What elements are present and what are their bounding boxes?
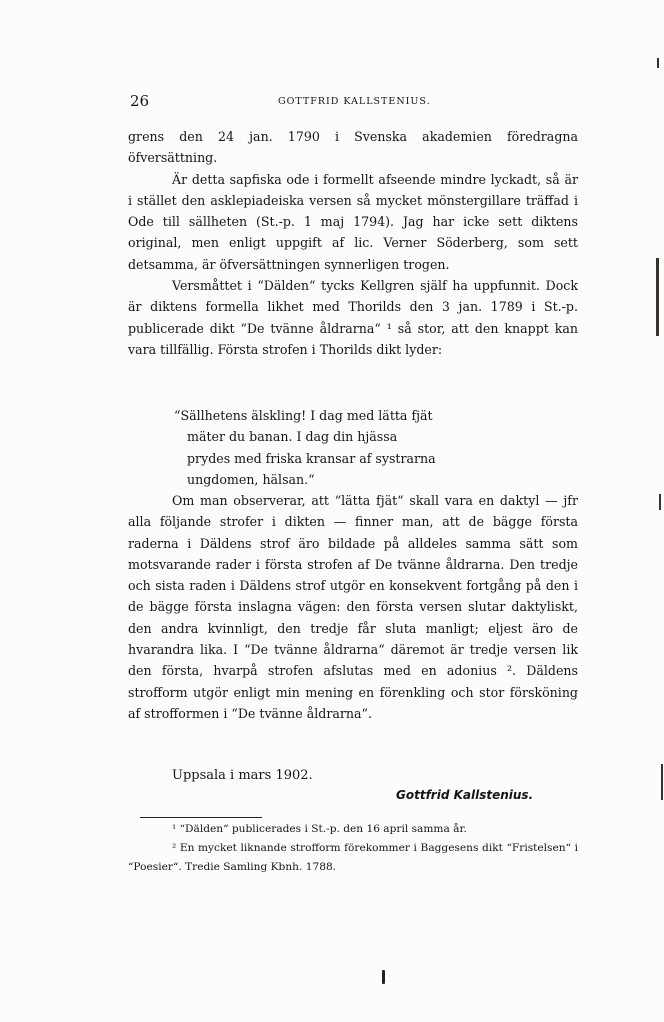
paragraph-4: Om man observerar, att “lätta fjät“ skall vara en daktyl — jfr alla följande strofer i dikten — finner man, att de bägge första raderna i Däldens strof äro bildade på alldeles samma sätt som motsvarande rader i första strofen af De tvänne åldrarna. Den tredje och sista raden i Däldens strof utgör en konsekvent fortgång på den i de bägge första inslagna vägen: den första versen slutar daktyliskt, den andra kvinnligt, den tredje får sluta manligt; eljest äro de hvarandra lika. I “De tvänne åldrarna“ däremot är tredje versen lik den första, hvarpå strofen afslutas med en adonius ². Däldens strofform utgör enligt min mening en förenkling och stor försköning af strofformen i “De tvänne åldrarna“. <box>128 493 578 721</box>
page-header <box>130 92 578 112</box>
bottom-ink-mark <box>382 970 385 984</box>
margin-mark-4 <box>657 58 659 68</box>
verse-line-1: “Sällhetens älskling! I dag med lätta fjät <box>174 408 433 423</box>
body-text-before-verse <box>128 126 578 360</box>
margin-mark-3 <box>661 764 663 800</box>
footnote-divider <box>140 817 262 818</box>
dateline: Uppsala i mars 1902. <box>172 768 313 783</box>
body-text-after-verse <box>128 490 578 724</box>
verse-line-3: prydes med friska kransar af systrarna <box>187 450 436 466</box>
verse-line-2: mäter du banan. I dag din hjässa <box>187 429 398 445</box>
paragraph-3: Versmåttet i “Dälden“ tycks Kellgren själf ha uppfunnit. Dock är diktens formella likhet med Thorilds den 3 jan. 1789 i St.-p. publicerade dikt “De tvänne åldrarna“ ¹ så stor, att den knappt kan vara tillfällig. Första strofen i Thorilds dikt lyder: <box>128 278 578 357</box>
footnotes <box>128 820 578 877</box>
margin-mark-2 <box>659 494 661 510</box>
verse-line-4: ungdomen, hälsan.“ <box>187 471 315 487</box>
footnote-2: ² En mycket liknande strofform förekommer i Baggesens dikt “Fristelsen“ i “Poesier“. Tredie Samling Kbnh. 1788. <box>128 842 578 873</box>
page-number: 26 <box>130 92 150 110</box>
paragraph-1: grens den 24 jan. 1790 i Svenska akademien föredragna öfversättning. <box>128 129 578 166</box>
footnote-1: ¹ “Dälden“ publicerades i St.-p. den 16 april samma år. <box>172 823 467 835</box>
margin-mark-1 <box>656 258 659 336</box>
author-signature: Gottfrid Kallstenius. <box>396 788 534 802</box>
verse-quote <box>172 405 512 490</box>
paragraph-2: Är detta sapfiska ode i formellt afseende mindre lyckadt, så är i stället den asklepiadeiska versen så mycket mönstergillare träffad i Ode till sällheten (St.-p. 1 maj 1794). Jag har icke sett diktens original, men enligt uppgift af lic. Verner Söderberg, som sett detsamma, är öfversättningen synnerligen trogen. <box>128 171 578 272</box>
running-title: GOTTFRID KALLSTENIUS. <box>278 96 431 107</box>
